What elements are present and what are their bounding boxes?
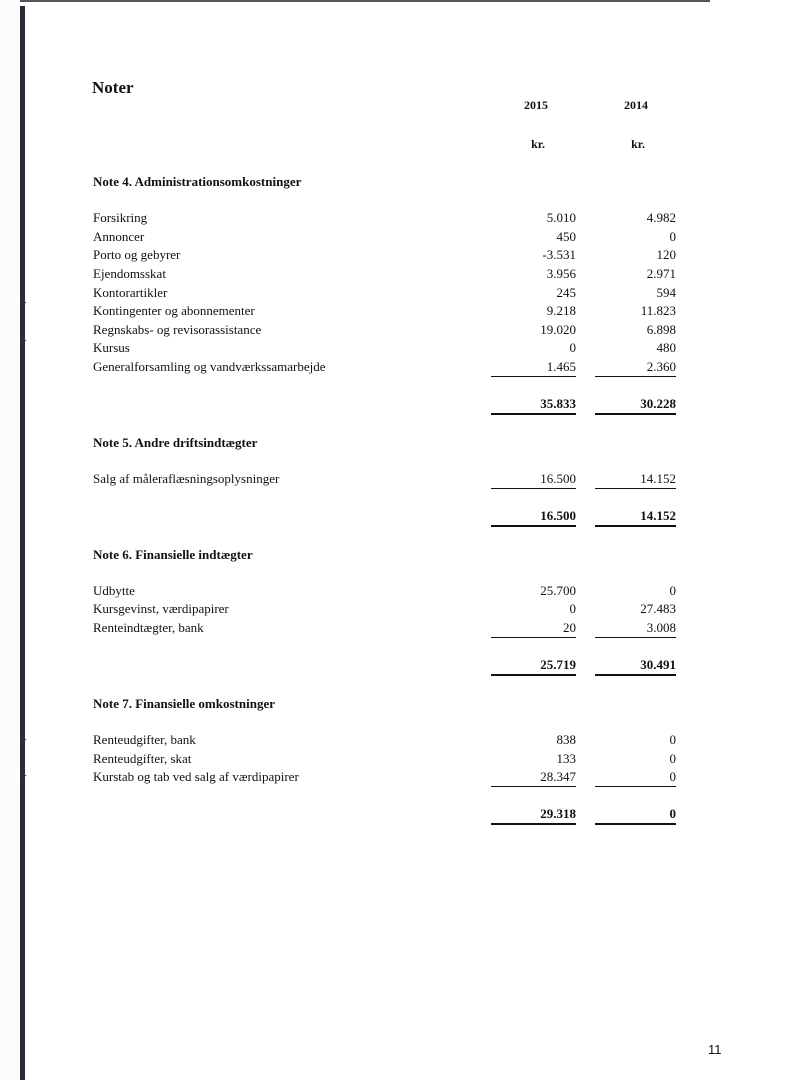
note-5-total-row — [93, 508, 683, 528]
total-2015: 29.318 — [491, 806, 576, 825]
total-2014: 30.228 — [595, 396, 676, 415]
value-2014: 0 — [669, 732, 676, 747]
value-2014: 0 — [669, 583, 676, 598]
margin-mark-icon: ▸ — [22, 335, 27, 345]
scan-binding-edge — [20, 6, 25, 1080]
value-2015: 25.700 — [540, 583, 576, 598]
scan-top-edge — [20, 0, 710, 2]
value-2014: 6.898 — [646, 322, 676, 337]
table-row — [93, 340, 683, 358]
total-2014: 30.491 — [595, 657, 676, 676]
note-6-total-row — [93, 657, 683, 677]
total-2014: 14.152 — [595, 508, 676, 527]
value-2014: 2.360 — [595, 359, 676, 377]
value-2015: 245 — [556, 285, 576, 300]
value-2014: 594 — [656, 285, 676, 300]
table-row — [93, 322, 683, 340]
row-label: Kurstab og tab ved salg af værdipapirer — [93, 769, 299, 784]
value-2015: 0 — [569, 601, 576, 616]
row-label: Udbytte — [93, 583, 135, 598]
value-2015: 450 — [556, 229, 576, 244]
table-row — [93, 247, 683, 265]
value-2015: 16.500 — [491, 471, 576, 489]
column-header-2014: 2014 — [624, 98, 648, 112]
total-2015: 35.833 — [491, 396, 576, 415]
value-2014: 0 — [669, 229, 676, 244]
value-2014: 0 — [595, 769, 676, 787]
note-7-total-row — [93, 806, 683, 826]
row-label: Kontorartikler — [93, 285, 168, 300]
table-row — [93, 732, 683, 750]
table-row — [93, 210, 683, 228]
table-row — [93, 769, 683, 787]
total-2014: 0 — [595, 806, 676, 825]
table-row — [93, 266, 683, 284]
note-4-total-row — [93, 396, 683, 416]
value-2015: 1.465 — [491, 359, 576, 377]
table-row — [93, 601, 683, 619]
value-2014: 27.483 — [640, 601, 676, 616]
table-row — [93, 285, 683, 303]
total-2015: 25.719 — [491, 657, 576, 676]
note-4-heading: Note 4. Administrationsomkostninger — [93, 174, 302, 189]
column-header-2015: 2015 — [524, 98, 548, 112]
value-2014: 2.971 — [646, 266, 676, 281]
row-label: Forsikring — [93, 210, 148, 225]
row-label: Ejendomsskat — [93, 266, 166, 281]
value-2015: 19.020 — [540, 322, 576, 337]
table-row — [93, 583, 683, 601]
row-label: Renteindtægter, bank — [93, 620, 204, 635]
margin-mark-icon: ▸ — [22, 770, 27, 780]
table-row — [93, 751, 683, 769]
value-2014: 4.982 — [646, 210, 676, 225]
note-6-heading: Note 6. Finansielle indtægter — [93, 547, 253, 562]
row-label: Kontingenter og abonnementer — [93, 303, 255, 318]
row-label: Renteudgifter, skat — [93, 751, 192, 766]
value-2015: 0 — [569, 340, 576, 355]
value-2015: 838 — [556, 732, 576, 747]
row-label: Regnskabs- og revisorassistance — [93, 322, 262, 337]
page-title: Noter — [92, 78, 134, 97]
row-label: Renteudgifter, bank — [93, 732, 196, 747]
row-label: Porto og gebyrer — [93, 247, 181, 262]
value-2015: 5.010 — [546, 210, 576, 225]
row-label: Generalforsamling og vandværkssamarbejde — [93, 359, 326, 374]
table-row — [93, 620, 683, 638]
row-label: Annoncer — [93, 229, 145, 244]
value-2015: 28.347 — [491, 769, 576, 787]
table-row — [93, 359, 683, 377]
scan-edge — [0, 0, 22, 1080]
value-2015: -3.531 — [542, 247, 576, 262]
total-2015: 16.500 — [491, 508, 576, 527]
value-2014: 120 — [656, 247, 676, 262]
value-2014: 3.008 — [595, 620, 676, 638]
table-row — [93, 303, 683, 321]
row-label: Salg af måleraflæsningsoplysninger — [93, 471, 280, 486]
value-2015: 3.956 — [546, 266, 576, 281]
value-2015: 20 — [491, 620, 576, 638]
note-7-heading: Note 7. Finansielle omkostninger — [93, 696, 275, 711]
page-number: 11 — [708, 1042, 722, 1057]
value-2014: 480 — [656, 340, 676, 355]
column-unit-2014: kr. — [631, 137, 645, 151]
value-2014: 14.152 — [595, 471, 676, 489]
value-2015: 133 — [556, 751, 576, 766]
value-2014: 0 — [669, 751, 676, 766]
row-label: Kursgevinst, værdipapirer — [93, 601, 229, 616]
margin-mark-icon: ▸ — [22, 297, 27, 307]
column-unit-2015: kr. — [531, 137, 545, 151]
row-label: Kursus — [93, 340, 130, 355]
value-2015: 9.218 — [546, 303, 576, 318]
note-5-heading: Note 5. Andre driftsindtægter — [93, 435, 258, 450]
value-2014: 11.823 — [640, 303, 676, 318]
table-row — [93, 471, 683, 489]
table-row — [93, 229, 683, 247]
margin-mark-icon: ▸ — [22, 734, 27, 744]
